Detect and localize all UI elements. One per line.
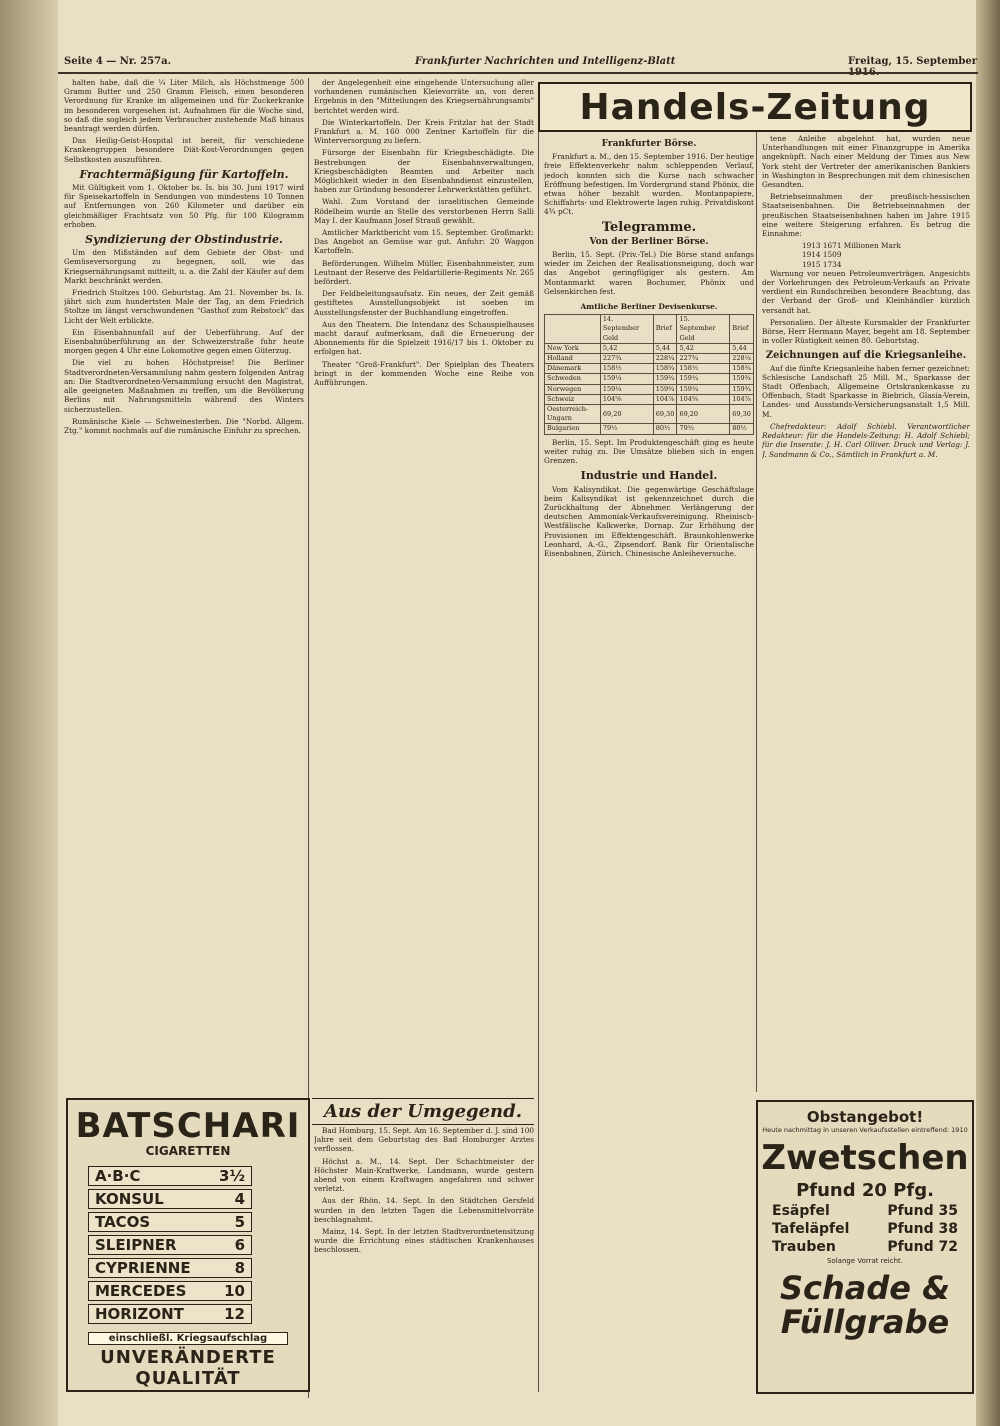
ad-company: Schade & Füllgrabe xyxy=(779,1269,951,1341)
ad-subtitle: Heute nachmittag in unseren Verkaufsstellen eintreffend: 1910 xyxy=(762,1126,968,1134)
table-cell: 69,20 xyxy=(600,405,653,424)
product-price: Pfund 38 xyxy=(887,1221,958,1237)
column-umgegend xyxy=(314,1126,534,1396)
cigarette-price: 12 xyxy=(224,1305,245,1323)
header-rule xyxy=(58,72,978,74)
table-cell: 228¼ xyxy=(653,354,677,364)
column-1 xyxy=(64,78,304,1088)
table-cell: Dänemark xyxy=(545,364,601,374)
article-text: Rumänische Kiele — Schweinesterben. Die "Norbd. Allgem. Ztg." kommt nochmals auf die rumänische Einfuhr zu sprechen. xyxy=(64,416,304,435)
article-text: Betriebseinnahmen der preußisch-hessischen Staatseisenbahnen. Die Betriebseinnahmen der preußischen Staatseisenbahnen haben im Jahre 1915 eine weitere Steigerung erfahren. Es betrug die Einnahme: xyxy=(762,192,970,239)
ad-subtitle: CIGARETTEN xyxy=(145,1144,231,1158)
earnings-line: 1913 1671 Millionen Mark xyxy=(802,241,901,251)
table-cell: 159¾ xyxy=(653,374,677,384)
table-cell: 159¼ xyxy=(677,374,730,384)
product-name: Trauben xyxy=(772,1239,836,1255)
table-title: Amtliche Berliner Devisenkurse. xyxy=(580,302,718,312)
table-cell: 227¾ xyxy=(677,354,730,364)
article-heading: Syndizierung der Obstindustrie. xyxy=(85,233,283,247)
article-subheading: Von der Berliner Börse. xyxy=(589,236,709,247)
cigarette-price: 3½ xyxy=(219,1167,245,1185)
cigarette-name: MERCEDES xyxy=(95,1282,187,1300)
article-text: Die Winterkartoffeln. Der Kreis Fritzlar hat der Stadt Frankfurt a. M. 160 000 Zentner Kartoffeln für die Winterversorgung zu liefern. xyxy=(314,117,534,146)
table-cell: 79½ xyxy=(600,424,653,434)
batschari-advertisement xyxy=(66,1098,310,1392)
table-cell: New York xyxy=(545,343,601,353)
handels-zeitung-banner: Handels-Zeitung xyxy=(538,82,972,132)
article-text: Bad Homburg, 15. Sept. Am 16. September d. J. sind 100 Jahre seit dem Geburtstag des Bad Homburger Arztes verflossen. xyxy=(314,1126,534,1154)
article-text: Das Heilig-Geist-Hospital ist bereit, für verschiedene Krankengruppen besondere Diät-Kost-Verordnungen gegen Selbstkosten auszuführen. xyxy=(64,136,304,164)
table-cell: 158½ xyxy=(600,364,653,374)
cigarette-item xyxy=(88,1258,252,1278)
table-header-row xyxy=(545,315,754,344)
cigarette-name: TACOS xyxy=(95,1213,151,1231)
column-2 xyxy=(314,78,534,1088)
price-list xyxy=(758,1203,972,1255)
devisen-table xyxy=(544,314,754,434)
article-text: Mit Gültigkeit vom 1. Oktober bs. Is. bis 30. Juni 1917 wird für Speisekartoffeln in Sendungen von mindestens 10 Tonnen auf Entfernungen von 260 Kilometer und darüber ein gleichmäßiger Frachtsatz von 50 Pfg. für 100 Kilogramm erhoben. xyxy=(64,183,304,229)
article-text: Fürsorge der Eisenbahn für Kriegsbeschädigte. Die Bestrebungen der Eisenbahnverwaltungen, Kriegsbeschädigten Beamten und Arbeiter nach Möglichkeit wieder in den Eisenbahndienst einzustellen, haben zur Gründung besonderer Lehrwerkstätten geführt. xyxy=(314,148,534,195)
earnings-line: 1915 1734 xyxy=(802,259,842,269)
table-cell: 5,44 xyxy=(730,343,754,353)
column-rule xyxy=(756,132,757,1092)
article-heading: Industrie und Handel. xyxy=(580,469,718,483)
cigarette-list xyxy=(88,1166,308,1324)
table-cell: 159¼ xyxy=(600,384,653,394)
table-cell: Oesterreich-Ungarn xyxy=(545,405,601,424)
cigarette-price: 8 xyxy=(234,1259,245,1277)
article-text: Amtlicher Marktbericht vom 15. September. Großmarkt: Das Angebot an Gemüse war gut. Anfuhr: 20 Waggon Kartoffeln. xyxy=(314,228,534,256)
section-heading-umgegend: Aus der Umgegend. xyxy=(312,1098,534,1125)
ad-footer-slogan: UNVERÄNDERTE QUALITÄT xyxy=(100,1347,276,1389)
table-header-cell: 14. September Geld xyxy=(600,315,653,344)
article-text: Höchst a. M., 14. Sept. Der Schachtmeister der Höchster Main-Kraftwerke, Landmann, wurde gestern abend von einem Kraftwagen angefahren und schwer verletzt. xyxy=(314,1156,534,1194)
cigarette-name: HORIZONT xyxy=(95,1305,184,1323)
table-cell: 159¼ xyxy=(600,374,653,384)
ad-headline-price: Pfund 20 Pfg. xyxy=(796,1180,934,1201)
table-cell: 5,42 xyxy=(600,343,653,353)
table-cell: 159¼ xyxy=(677,384,730,394)
table-cell: 69,30 xyxy=(730,405,754,424)
table-cell: 158¾ xyxy=(730,364,754,374)
column-rule xyxy=(538,132,539,1392)
obstangebot-advertisement xyxy=(756,1100,974,1394)
article-text: Frankfurt a. M., den 15. September 1916. Der heutige freie Effektenverkehr nahm schleppenden Verlauf, jedoch konnten sich die Kurse nach schwacher Eröffnung befestigen. Im Vordergrund stand Phönix, die etwas höher bezahlt wurden. Montanpapiere, Schiffahrts- und Elektrowerte lagen ruhig. Privatdiskont 4¾ pCt. xyxy=(544,152,754,217)
article-text: Vom Kalisyndikat. Die gegenwärtige Geschäftslage beim Kalisyndikat ist gekennzeichnet durch die Zurückhaltung der Abnehmer. Verlängerung der deutschen Ammoniak-Verkaufsvereinigung. Rheinisch-Westfälische Kalkwerke, Dornap. Zur Erhöhung der Provisionen im Effektengeschäft. Braunkohlenwerke Leonhard, A.-G., Zipsendorf. Bank für Orientalische Eisenbahnen, Zürich. Chinesische Anleiheversuche. xyxy=(544,484,754,558)
table-cell: 159¾ xyxy=(653,384,677,394)
article-heading: Frachtermäßigung für Kartoffeln. xyxy=(79,167,289,181)
page-edge-shadow xyxy=(976,0,1000,1426)
price-row xyxy=(772,1239,958,1255)
table-cell: 104⅞ xyxy=(653,394,677,404)
cigarette-price: 6 xyxy=(234,1236,245,1254)
table-row xyxy=(545,424,754,434)
cigarette-name: A·B·C xyxy=(95,1167,141,1185)
article-text: der Angelegenheit eine eingehende Untersuchung aller vorhandenen rumänischen Kleievorräte an, von deren Ergebnis in den "Mitteilungen des Kriegsernährungsamts" berichtet werden wird. xyxy=(314,78,534,115)
table-cell: Bulgarien xyxy=(545,424,601,434)
cigarette-item xyxy=(88,1281,252,1301)
column-4 xyxy=(762,134,970,1090)
table-cell: 5,44 xyxy=(653,343,677,353)
cigarette-item xyxy=(88,1166,252,1186)
article-text: Der Feldbeleitungsaufsatz. Ein neues, der Zeit gemäß gestiftetes Ausstellungsobjekt ist soeben im Ausstellungsfenster der Buchhandlung eingetroffen. xyxy=(314,289,534,317)
table-row xyxy=(545,405,754,424)
article-text: Berlin, 15. Sept. (Priv.-Tel.) Die Börse stand anfangs wieder im Zeichen der Realisationsneigung, doch war das Angebot geringfügiger als gestern. Am Montanmarkt waren Bochumer, Phönix und Gelsenkirchen fest. xyxy=(544,250,754,296)
product-name: Tafeläpfel xyxy=(772,1221,850,1237)
article-text: Berlin, 15. Sept. Im Produktengeschäft ging es heute weiter ruhig zu. Die Umsätze blieben sich in engen Grenzen. xyxy=(544,437,754,466)
table-header-cell: Brief xyxy=(730,315,754,344)
price-row xyxy=(772,1203,958,1219)
cigarette-item xyxy=(88,1212,252,1232)
article-text: Ein Eisenbahnunfall auf der Ueberführung. Auf der Eisenbahnüberführung an der Schweizerstraße fuhr heute morgen gegen 4 Uhr eine Lokomotive gegen einen Güterzug. xyxy=(64,327,304,356)
article-text: Beförderungen. Wilhelm Müller, Eisenbahnmeister, zum Leutnant der Reserve des Feldartillerie-Regiments Nr. 265 befördert. xyxy=(314,258,534,287)
table-cell: 69,20 xyxy=(677,405,730,424)
product-price: Pfund 72 xyxy=(887,1239,958,1255)
price-row xyxy=(772,1221,958,1237)
page-binding-shadow xyxy=(0,0,58,1426)
table-row xyxy=(545,354,754,364)
column-3 xyxy=(544,134,754,1396)
article-text: Warnung vor neuen Petroleumverträgen. Angesichts der Vorkehrungen des Petroleum-Verkaufs an Private verdient ein Rundschreiben besondere Beachtung, das der Verband der Groß- und Kleinhändler kürzlich versandt hat. xyxy=(762,268,970,315)
table-cell: Norwegen xyxy=(545,384,601,394)
table-cell: 104⅝ xyxy=(677,394,730,404)
table-cell: 158½ xyxy=(677,364,730,374)
article-text: Die viel zu hohen Höchstpreise! Die Berliner Stadtverordneten-Versammlung nahm gestern folgenden Antrag an: Die Stadtverordneten-Versammlung ersucht den Magistrat, alle geeigneten Maßnahmen zu treffen, um die Bevölkerung Berlins mit Nahrungsmitteln während des Winters sicherzustellen. xyxy=(64,358,304,414)
ad-brand: BATSCHARI xyxy=(75,1106,301,1146)
table-cell: 80½ xyxy=(730,424,754,434)
ad-note: Solange Vorrat reicht. xyxy=(826,1257,904,1265)
table-cell: Holland xyxy=(545,354,601,364)
cigarette-item xyxy=(88,1304,252,1324)
article-heading: Frankfurter Börse. xyxy=(601,139,697,149)
article-text: Personalien. Der älteste Kursmakler der Frankfurter Börse, Herr Hermann Mayer, begeht am 18. September in voller Rüstigkeit seinen 80. Geburtstag. xyxy=(762,317,970,346)
cigarette-price: 10 xyxy=(224,1282,245,1300)
article-text: halten habe, daß die ¼ Liter Milch, als Höchstmenge 500 Gramm Butter und 250 Gramm Fleisch, einen besonderen Verordnung für Kranke im allgemeinen und für Zuckerkranke im besonderen vorgesehen ist. Aufnahmen für die Woche sind, so daß die sogleich jedem Verbraucher zustehende Maß hinaus beantragt werden dürfen. xyxy=(64,78,304,134)
table-row xyxy=(545,384,754,394)
cigarette-item xyxy=(88,1235,252,1255)
table-header-cell xyxy=(545,315,601,344)
table-row xyxy=(545,394,754,404)
cigarette-name: SLEIPNER xyxy=(95,1236,177,1254)
ad-title: Obstangebot! xyxy=(806,1108,924,1126)
article-text: Mainz, 14. Sept. In der letzten Stadtverordnetensitzung wurde die Errichtung eines städtischen Krankenhauses beschlossen. xyxy=(314,1227,534,1255)
article-text: Auf die fünfte Kriegsanleihe haben ferner gezeichnet: Schlesische Landschaft 25 Mill. M., Sparkasse der Stadt Offenbach, Allgemeine Ortskrankenkasse zu Offenbach, Stadt Sparkasse in Biebrich, Glasia-Verein, Landes- und Ausstands-Versicherungsanstalt 1,5 Mill. M. xyxy=(762,363,970,419)
table-cell: 104⅞ xyxy=(730,394,754,404)
table-cell: 228¼ xyxy=(730,354,754,364)
table-cell: 5,42 xyxy=(677,343,730,353)
article-heading: Telegramme. xyxy=(601,219,697,235)
cigarette-price: 4 xyxy=(234,1190,245,1208)
earnings-line: 1914 1509 xyxy=(802,250,842,260)
table-cell: 159¾ xyxy=(730,374,754,384)
cigarette-item xyxy=(88,1189,252,1209)
article-text: Friedrich Stoltzes 100. Geburtstag. Am 21. November bs. Is. jährt sich zum hundertsten Male der Tag, an dem Friedrich Stoltze im längst verschwundenen "Gasthof zum Rebstock" das Licht der Welt erblickte. xyxy=(64,288,304,325)
cigarette-name: CYPRIENNE xyxy=(95,1259,191,1277)
table-cell: 158¾ xyxy=(653,364,677,374)
table-header-cell: Brief xyxy=(653,315,677,344)
cigarette-name: KONSUL xyxy=(95,1190,164,1208)
ad-headline: Zwetschen xyxy=(761,1138,969,1178)
impressum: Chefredakteur: Adolf Schiebl. Verantwortlicher Redakteur: für die Handels-Zeitung: H. Adolf Schiebl; für die Inserate: J. H. Carl Olliver. Druck und Verlag: J. J. Sandmann & Co., Sämtlich in Frankfurt a. M. xyxy=(762,421,970,459)
article-text: Aus der Rhön, 14. Sept. In den Städtchen Gersfeld wurden in den letzten Tagen die Lebensmittelvorräte beschlagnahmt. xyxy=(314,1196,534,1224)
product-name: Esäpfel xyxy=(772,1203,830,1219)
ad-footer-note: einschließl. Kriegsaufschlag xyxy=(88,1332,288,1345)
table-cell: 104⅝ xyxy=(600,394,653,404)
article-text: Theater "Groß-Frankfurt". Der Spielplan des Theaters bringt in der kommenden Woche eine Reihe von Aufführungen. xyxy=(314,359,534,388)
table-cell: Schweiz xyxy=(545,394,601,404)
table-row xyxy=(545,364,754,374)
cigarette-price: 5 xyxy=(234,1213,245,1231)
table-cell: 80½ xyxy=(653,424,677,434)
table-cell: Schweden xyxy=(545,374,601,384)
product-price: Pfund 35 xyxy=(887,1203,958,1219)
table-row xyxy=(545,374,754,384)
page-number: Seite 4 — Nr. 257a. xyxy=(64,56,172,67)
article-text: tene Anleihe abgelehnt hat, wurden neue Unterhandlungen mit einer Finanzgruppe in Amerika angeknüpft. Nach einer Meldung der Times aus New York steht der Vertreter der amerikanischen Bankiers in Washington in Besprechungen mit dem chinesischen Gesandten. xyxy=(762,134,970,190)
article-text: Aus den Theatern. Die Intendanz des Schauspielhauses macht darauf aufmerksam, daß die Erneuerung der Abonnements für die Spielzeit 1916/17 bis 1. Oktober zu erfolgen hat. xyxy=(314,319,534,357)
table-header-cell: 15. September Geld xyxy=(677,315,730,344)
issue-date: Freitag, 15. September xyxy=(848,56,978,67)
table-row xyxy=(545,343,754,353)
article-text: Um den Mißständen auf dem Gebiete der Obst- und Gemüseversorgung zu begegnen, soll, wie das Kriegsernährungsamt mitteilt, u. a. die Zahl der Käufer auf dem Markt beschränkt werden. xyxy=(64,248,304,285)
article-heading: Zeichnungen auf die Kriegsanleihe. xyxy=(765,350,967,362)
table-cell: 79½ xyxy=(677,424,730,434)
article-text: Wahl. Zum Vorstand der israelitischen Gemeinde Rödelheim wurde an Stelle des verstorbenen Herrn Salli May I. der Kaufmann Josef Strauß gewählt. xyxy=(314,197,534,225)
table-cell: 227¾ xyxy=(600,354,653,364)
earnings-list xyxy=(802,241,970,269)
table-cell: 69,30 xyxy=(653,405,677,424)
table-cell: 159¾ xyxy=(730,384,754,394)
newspaper-title: Frankfurter Nachrichten und Intelligenz-Blatt xyxy=(415,56,676,67)
